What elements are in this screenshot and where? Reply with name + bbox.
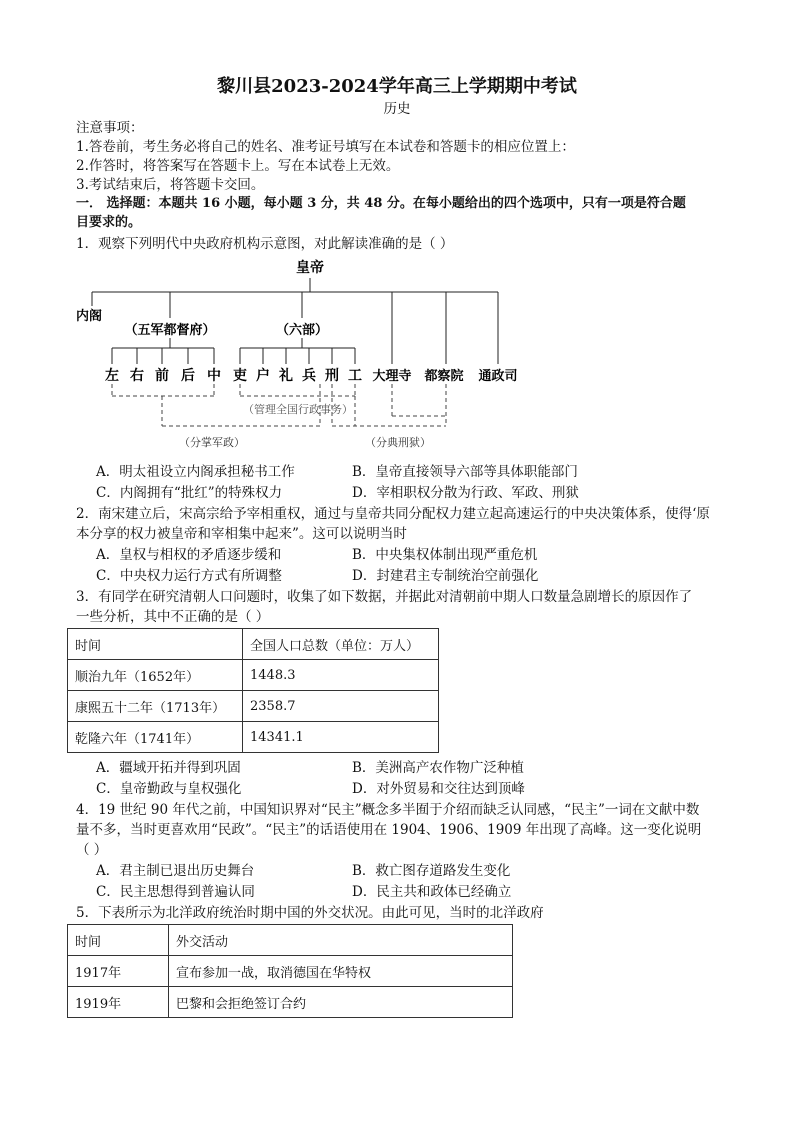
q1-option-b: B．皇帝直接领导六部等具体职能部门: [352, 464, 578, 480]
question-5-stem: 5．下表所示为北洋政府统治时期中国的外交状况。由此可见，当时的北洋政府: [76, 905, 544, 921]
ming-government-diagram: [70, 256, 530, 456]
diagram-liubu-item: 工: [348, 368, 362, 384]
table-cell: 14341.1: [243, 722, 439, 753]
table-cell: 1919年: [68, 987, 169, 1018]
table-header-cell: 外交活动: [169, 925, 513, 956]
q4-option-c: C．民主思想得到普遍认同: [96, 884, 255, 900]
table-row: [68, 956, 513, 987]
question-4-answer-blank: （ ）: [76, 842, 108, 858]
q2-option-d: D．封建君主专制统治空前强化: [352, 568, 539, 584]
table-row: [68, 987, 513, 1018]
table-row: [68, 691, 439, 722]
question-3-stem-cont: 一些分析，其中不正确的是（ ）: [76, 609, 270, 625]
table-header-cell: 时间: [68, 629, 243, 660]
q3-option-d: D．对外贸易和交往达到顶峰: [352, 781, 525, 797]
table-cell: 巴黎和会拒绝签订合约: [169, 987, 513, 1018]
table-header-row: [68, 925, 513, 956]
diagram-neige: 内阁: [76, 309, 103, 324]
table-cell: 乾隆六年（1741年）: [68, 722, 243, 753]
diagram-liubu: （六部）: [275, 323, 329, 338]
diagram-admin-note: （管理全国行政事务）: [243, 403, 353, 416]
table-row: [68, 722, 439, 753]
question-2-stem-cont: 本分享的权力被皇帝和宰相集中起来”。这可以说明当时: [76, 526, 407, 542]
q2-option-a: A．皇权与相权的矛盾逐步缓和: [96, 547, 282, 563]
diagram-justice-note: （分典刑狱）: [365, 436, 431, 449]
diagram-emperor: 皇帝: [296, 260, 324, 276]
q1-option-a: A．明太祖设立内阁承担秘书工作: [96, 464, 295, 480]
table-row: [68, 660, 439, 691]
diagram-tongzhengsi: 通政司: [478, 369, 518, 384]
diagram-duchayuan: 都察院: [424, 369, 464, 384]
diagram-military-note: （分掌军政）: [179, 436, 245, 449]
diagram-liubu-item: 礼: [279, 368, 293, 384]
population-table: [67, 628, 439, 753]
table-cell: 2358.7: [243, 691, 439, 722]
diagram-liubu-item: 刑: [325, 368, 339, 384]
table-cell: 康熙五十二年（1713年）: [68, 691, 243, 722]
diagram-liubu-item: 吏: [233, 368, 247, 384]
table-cell: 1917年: [68, 956, 169, 987]
question-2-stem: 2．南宋建立后，宋高宗给予宰相重权，通过与皇帝共同分配权力建立起高速运行的中央决策体系，使得‘原: [76, 506, 710, 522]
exam-title: 黎川县2023-2024学年高三上学期期中考试: [217, 76, 577, 97]
diplomacy-table: [67, 924, 513, 1018]
q4-option-d: D．民主共和政体已经确立: [352, 884, 512, 900]
diagram-wujun-item: 右: [130, 368, 144, 384]
diagram-wujun-item: 左: [105, 368, 119, 384]
table-header-row: [68, 629, 439, 660]
diagram-liubu-item: 兵: [302, 368, 316, 384]
diagram-wujun: （五军都督府）: [124, 323, 216, 338]
q4-option-a: A．君主制已退出历史舞台: [96, 863, 255, 879]
question-4-stem: 4．19 世纪 90 年代之前，中国知识界对“民主”概念多半囿于介绍而缺乏认同感，“民主”一词在文献中数: [76, 802, 700, 818]
diagram-wujun-item: 中: [207, 368, 221, 384]
table-cell: 顺治九年（1652年）: [68, 660, 243, 691]
notes-heading: 注意事项：: [76, 120, 144, 136]
question-3-stem: 3．有同学在研究清朝人口问题时，收集了如下数据，并据此对清朝前中期人口数量急剧增长的原因作了: [76, 589, 693, 605]
table-header-cell: 全国人口总数（单位：万人）: [243, 629, 439, 660]
question-1-stem: 1．观察下列明代中央政府机构示意图，对此解读准确的是（ ）: [76, 236, 454, 252]
note-item: 1.答卷前，考生务必将自己的姓名、准考证号填写在本试卷和答题卡的相应位置上：: [76, 139, 575, 155]
q2-option-b: B．中央集权体制出现严重危机: [352, 547, 538, 563]
q2-option-c: C．中央权力运行方式有所调整: [96, 568, 282, 584]
q1-option-c: C．内阁拥有“批红”的特殊权力: [96, 485, 283, 501]
table-header-cell: 时间: [68, 925, 169, 956]
diagram-dalisi: 大理寺: [372, 369, 412, 384]
diagram-liubu-item: 户: [256, 368, 270, 384]
table-cell: 宣布参加一战，取消德国在华特权: [169, 956, 513, 987]
note-item: 3.考试结束后，将答题卡交回。: [76, 177, 265, 193]
q3-option-a: A．疆域开拓并得到巩固: [96, 760, 241, 776]
diagram-wujun-item: 后: [181, 368, 195, 384]
section-instructions: 一． 选择题：本题共 16 小题，每小题 3 分，共 48 分。在每小题给出的四个选项中，只有一项是符合题: [76, 196, 686, 211]
q3-option-b: B．美洲高产农作物广泛种植: [352, 760, 524, 776]
note-item: 2.作答时，将答案写在答题卡上。写在本试卷上无效。: [76, 158, 400, 174]
q1-option-d: D．宰相职权分散为行政、军政、刑狱: [352, 485, 579, 501]
table-cell: 1448.3: [243, 660, 439, 691]
diagram-wujun-item: 前: [155, 368, 169, 384]
q3-option-c: C．皇帝勤政与皇权强化: [96, 781, 242, 797]
question-4-stem-cont: 量不多，当时更喜欢用“民政”。“民主”的话语使用在 1904、1906、1909 年出现了高峰。这一变化说明: [76, 822, 702, 838]
q4-option-b: B．救亡图存道路发生变化: [352, 863, 511, 879]
section-instructions-cont: 目要求的。: [76, 215, 142, 230]
exam-subject: 历史: [383, 101, 411, 117]
